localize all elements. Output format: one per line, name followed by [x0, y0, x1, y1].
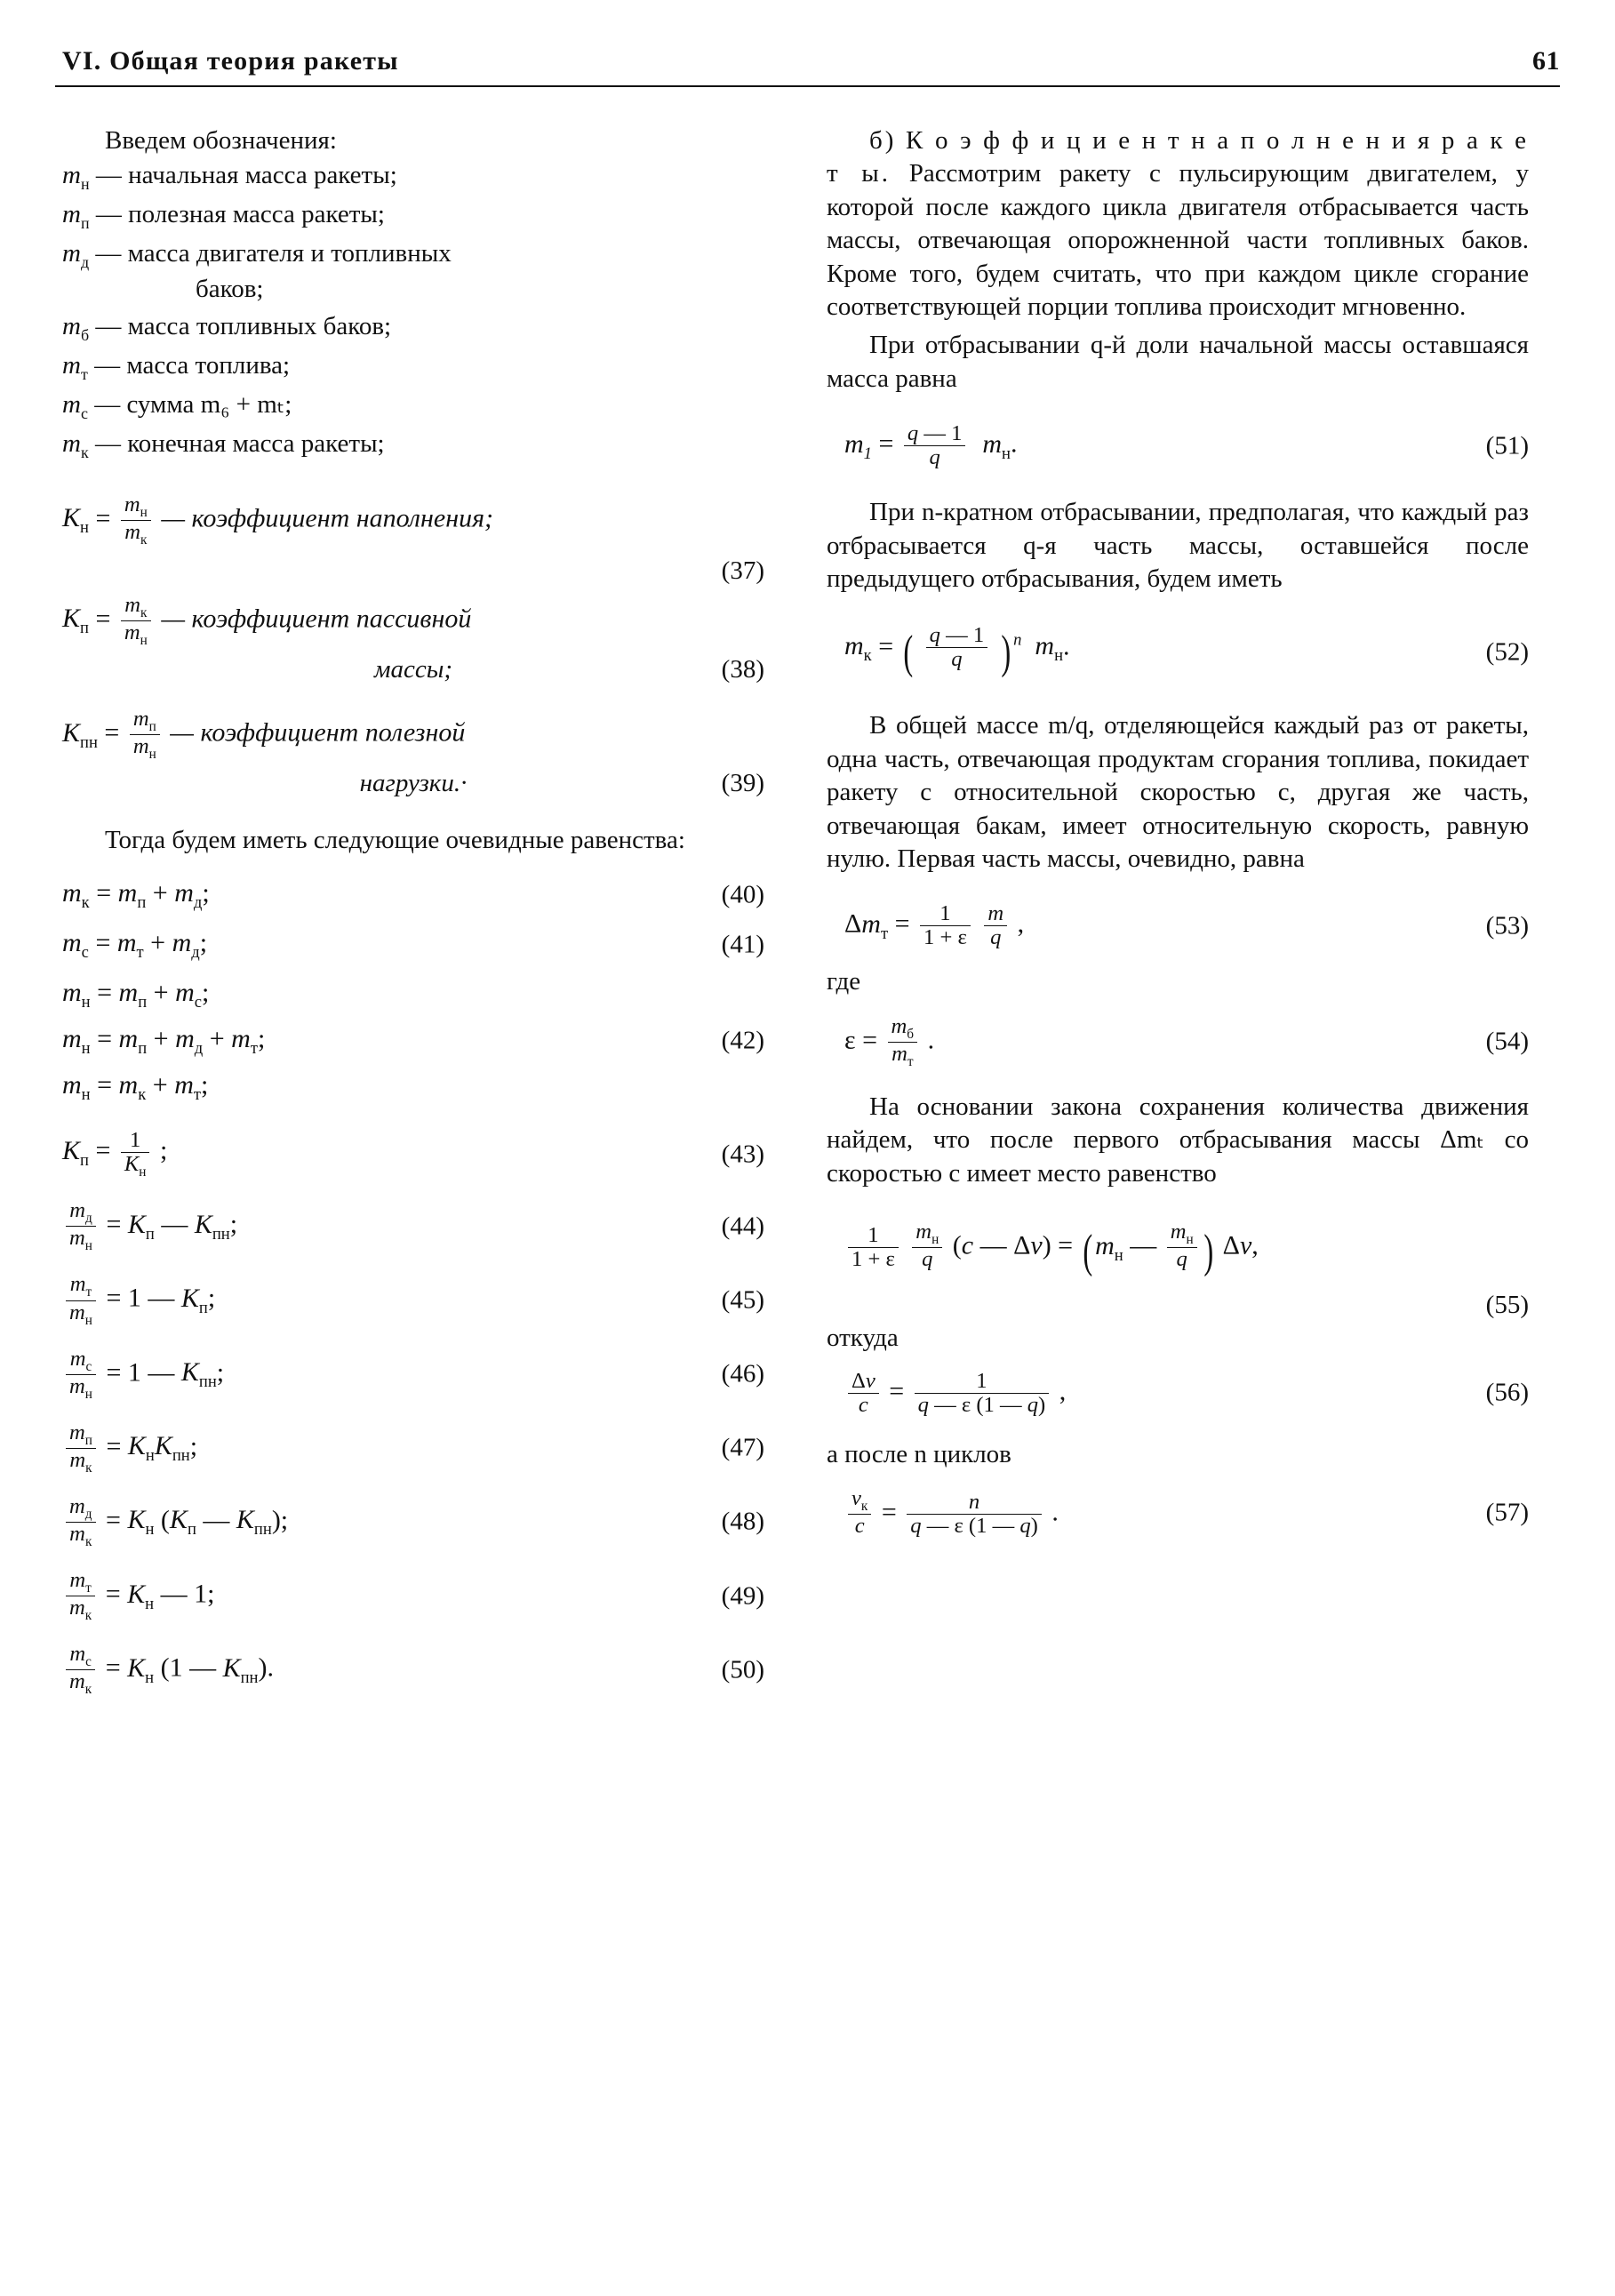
equation-50-body: $\frac{m_с}{m_к}$ = $K_н$ (1 — $K_{пн}$). [62, 1643, 274, 1697]
whence-label: откуда [827, 1324, 899, 1353]
equation-57-body: $\frac{v_к}{c}$ = $\frac{n}{q — \varepsilon (1 — q)}$ . [827, 1487, 1059, 1538]
equation-46-number: (46) [721, 1359, 764, 1388]
equation-44 [62, 1199, 764, 1253]
list-item: $m_п$ — полезная масса ракеты; [62, 200, 385, 233]
equation-46 [62, 1348, 764, 1402]
equation-41 [62, 926, 764, 964]
equation-43-number: (43) [721, 1140, 764, 1169]
equation-40-body: $m_к = m_п + m_д$; [62, 878, 210, 913]
equation-48 [62, 1495, 764, 1549]
equation-52-body: $m_к$ = ( $\frac{q — 1}{q}$ ) $^n$ $m_н$. [844, 623, 1070, 678]
header-rule [55, 85, 1560, 87]
equation-57 [827, 1487, 1529, 1538]
paragraph-momentum-law: На основании закона сохранения количества движения найдем, что после первого отбрасывания массы Δmₜ со скоростью c имеет место равенство [827, 1092, 1529, 1188]
equation-51-number: (51) [1485, 431, 1529, 460]
list-item: $m_с$ — сумма m₆ + mₜ; [62, 389, 292, 422]
equation-38-cont-text: массы; [373, 654, 453, 684]
list-item: $m_б$ — масса топливных баков; [62, 311, 392, 344]
equation-56-number: (56) [1485, 1378, 1529, 1407]
equation-42-line1 [62, 976, 764, 1013]
equation-40 [62, 876, 764, 914]
equation-47 [62, 1421, 764, 1476]
defn-text: — масса двигателя и топливных [95, 239, 452, 268]
equation-50 [62, 1643, 764, 1697]
equation-48-number: (48) [721, 1507, 764, 1536]
equation-53-number: (53) [1485, 911, 1529, 940]
equation-44-body: $\frac{m_д}{m_н}$ = $K_п$ — $K_{пн}$; [62, 1199, 237, 1253]
intro-line: Введем обозначения: [105, 126, 337, 155]
equation-37-body: $K_н$ = $\frac{m_н}{m_к}$ — коэффициент наполнения; [62, 492, 494, 548]
equation-44-number: (44) [721, 1212, 764, 1241]
equation-43 [62, 1129, 764, 1180]
equation-52 [827, 623, 1529, 684]
equation-47-body: $\frac{m_п}{m_к}$ = $K_нK_{пн}$; [62, 1421, 197, 1476]
paragraph-mass-split: В общей массе m/q, отделяющейся каждый раз от ракеты, одна часть, отвечающая продуктам сгорания топлива, покидает ракету с относительной скоростью c, другая же часть, отвечающая бакам, имеет относительную скорость, равную нулю. Первая часть массы, очевидно, равна [827, 711, 1529, 873]
equation-56 [827, 1370, 1529, 1417]
left-column [62, 124, 764, 1706]
equation-38-tail: — коэффициент пассивной [161, 604, 472, 634]
equation-49-number: (49) [721, 1580, 764, 1610]
equation-39 [62, 708, 764, 801]
defn-text-cont: баков; [196, 275, 264, 304]
list-item: $m_д$ — масса двигателя и топливных баков; [62, 237, 764, 306]
section-b-paragraph [827, 124, 1529, 324]
equation-42-line3 [62, 1068, 764, 1106]
defn-text: — полезная масса ракеты; [95, 200, 385, 229]
equation-38-cont [62, 653, 764, 686]
equation-41-number: (41) [721, 930, 764, 959]
defn-text: — конечная масса ракеты; [94, 428, 385, 458]
paragraph-then: Тогда будем иметь следующие очевидные равенства: [105, 825, 685, 854]
equation-49 [62, 1569, 764, 1623]
equation-53-body: $\Delta m_т$ = $\frac{1}{1 + \varepsilon}$ $\frac{m}{q}$ , [844, 901, 1025, 950]
equation-37-number: (37) [721, 556, 764, 586]
equation-47-number: (47) [721, 1433, 764, 1462]
equation-53 [827, 902, 1529, 949]
equation-39-cont-text: нагрузки.· [359, 769, 468, 798]
equation-39-body: $K_{пн}$ = $\frac{m_п}{m_н}$ — коэффициент полезной [62, 707, 466, 763]
right-column [827, 124, 1529, 1547]
notation-list [62, 159, 764, 462]
equation-52-number: (52) [1485, 637, 1529, 667]
list-item: $m_к$ — конечная масса ракеты; [62, 428, 385, 461]
defn-text: — сумма m₆ + mₜ; [94, 389, 292, 419]
page-header [55, 46, 1560, 94]
equation-40-number: (40) [721, 880, 764, 909]
equation-45-body: $\frac{m_т}{m_н}$ = 1 — $K_п$; [62, 1273, 215, 1327]
equation-41-body: $m_с = m_т + m_д$; [62, 928, 208, 963]
equation-51-body: $m_1$ = $\frac{q — 1}{q}$ $m_н$. [844, 421, 1018, 470]
equation-55 [827, 1220, 1529, 1319]
equation-42-number: (42) [721, 1026, 764, 1055]
equation-54 [827, 1015, 1529, 1069]
equation-42-body-1: $m_н = m_п + m_с$; [62, 978, 210, 1012]
equation-55-number: (55) [1485, 1290, 1529, 1319]
equation-38-number: (38) [721, 654, 764, 684]
equation-56-body: $\frac{\Delta v}{c}$ = $\frac{1}{q — \varepsilon (1 — q)}$ , [827, 1370, 1066, 1417]
equation-54-number: (54) [1485, 1027, 1529, 1056]
section-b-heading: б) К о э ф ф и ц и е н т н а п о л н е н и я р а к е т ы. [827, 126, 1529, 188]
equation-55-body: $\frac{1}{1 + \varepsilon}$ $\frac{m_н}{q}$ (c — Δv) = ( $m_н$ — $\frac{m_н}{q}$ ) Δv, [827, 1220, 1259, 1283]
running-head-chapter: VI. Общая теория ракеты [62, 46, 399, 76]
equation-42-body-3: $m_н = m_к + m_т$; [62, 1070, 209, 1105]
defn-text: — масса топлива; [94, 350, 291, 380]
equation-50-number: (50) [721, 1654, 764, 1684]
equation-42-line2 [62, 1022, 764, 1060]
equation-39-number: (39) [721, 769, 764, 798]
equation-48-body: $\frac{m_д}{m_к}$ = $K_н$ ($K_п$ — $K_{пн}$); [62, 1495, 288, 1549]
defn-text: — масса топливных баков; [95, 311, 392, 340]
list-item: $m_н$ — начальная масса ракеты; [62, 161, 397, 194]
where-label: где [827, 967, 861, 996]
paragraph-after-n-cycles: а после n циклов [827, 1439, 1011, 1468]
equation-51 [827, 422, 1529, 469]
page-number: 61 [1532, 46, 1560, 76]
equation-46-body: $\frac{m_с}{m_н}$ = 1 — $K_{пн}$; [62, 1348, 224, 1402]
equation-45 [62, 1273, 764, 1327]
equation-39-tail: — коэффициент полезной [170, 717, 466, 748]
equation-49-body: $\frac{m_т}{m_к}$ = $K_н$ — 1; [62, 1569, 214, 1623]
equation-42-body-2: $m_н = m_п + m_д + m_т$; [62, 1024, 266, 1059]
equation-43-body: $K_п$ = $\frac{1}{K_н}$ ; [62, 1128, 168, 1180]
section-b-text: Рассмотрим ракету с пульсирующим двигателем, у которой после каждого цикла двигателя отбрасывается часть массы, отвечающая опорожненной части топливных баков. Кроме того, будем считать, что при каждом цикле сгорание соответствующей порции топлива происходит мгновенно. [827, 159, 1529, 322]
paragraph-n-fold: При n-кратном отбрасывании, предполагая, что каждый раз отбрасывается q-я часть массы, оставшейся после предыдущего отбрасывания, будем иметь [827, 498, 1529, 594]
paragraph-q-fraction: При отбрасывании q-й доли начальной массы оставшаяся масса равна [827, 331, 1529, 393]
equation-45-number: (45) [721, 1285, 764, 1315]
equation-37 [62, 492, 764, 586]
equation-39-cont [62, 767, 764, 800]
equation-37-tail: — коэффициент наполнения; [161, 503, 494, 533]
list-item: $m_т$ — масса топлива; [62, 350, 291, 383]
equation-38-body: $K_п$ = $\frac{m_к}{m_н}$ — коэффициент пассивной [62, 592, 472, 648]
equation-57-number: (57) [1485, 1497, 1529, 1526]
equation-54-body: ε = $\frac{m_б}{m_т}$ . [844, 1013, 935, 1069]
equation-38 [62, 594, 764, 687]
defn-text: — начальная масса ракеты; [95, 161, 397, 190]
